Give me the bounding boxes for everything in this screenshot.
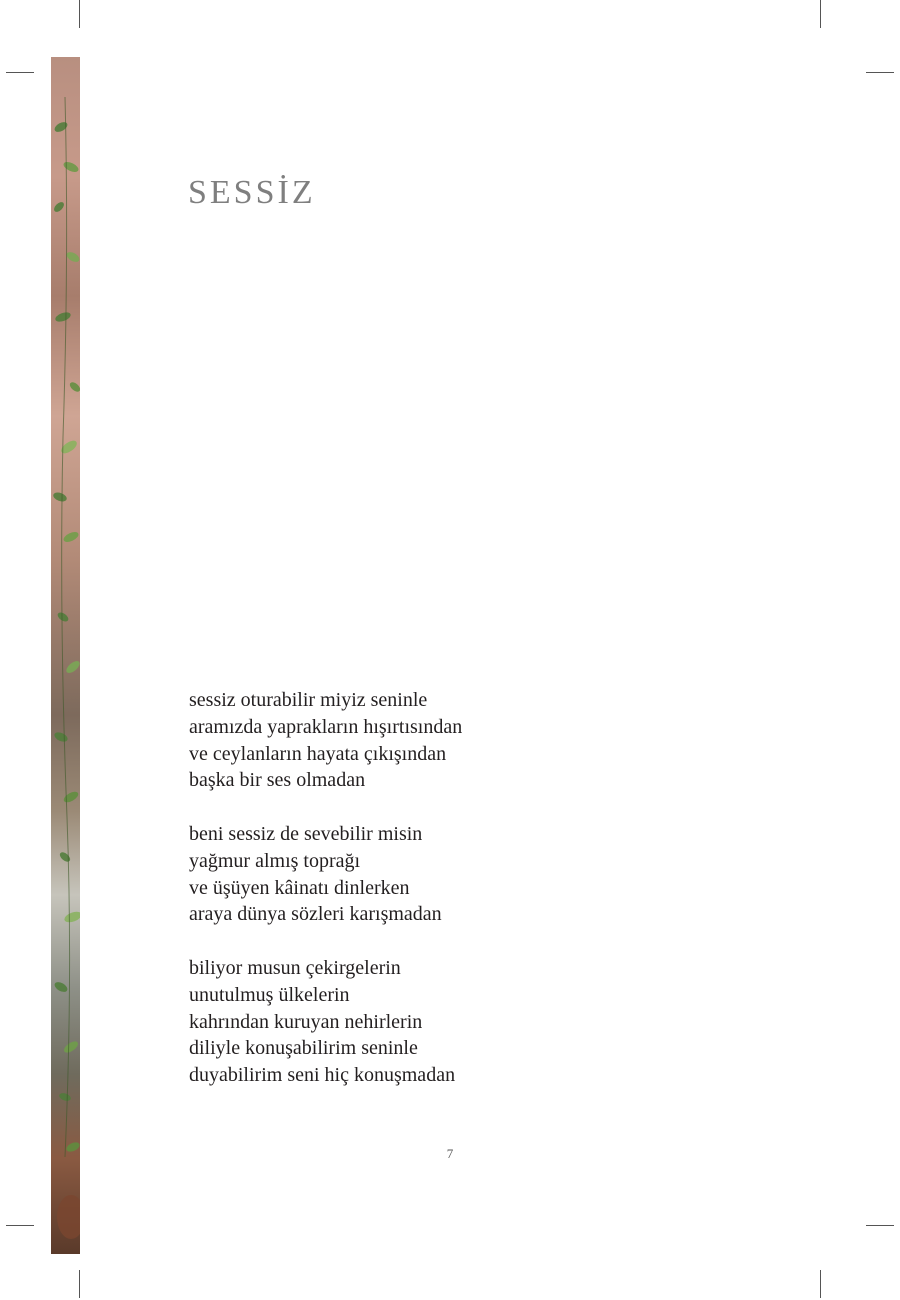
poem-line: duyabilirim seni hiç konuşmadan: [189, 1064, 456, 1087]
poem-line: yağmur almış toprağı: [189, 849, 361, 872]
stanza: [189, 687, 462, 794]
poem-line: aramızda yaprakların hışırtısından: [189, 715, 463, 738]
crop-mark: [6, 72, 34, 73]
page-number: 7: [446, 1146, 454, 1161]
crop-mark: [79, 1270, 80, 1298]
poem-title: SESSİZ: [188, 174, 316, 211]
poem-line: ve üşüyen kâinatı dinlerken: [189, 876, 410, 899]
poem-line: biliyor musun çekirgelerin: [189, 956, 401, 979]
crop-mark: [866, 72, 894, 73]
poem-body: [189, 687, 462, 1089]
stanza: [189, 821, 462, 928]
crop-mark: [79, 0, 80, 28]
poem-line: diliyle konuşabilirim seninle: [189, 1037, 418, 1060]
poem-line: sessiz oturabilir miyiz seninle: [189, 689, 428, 711]
poem-line: beni sessiz de sevebilir misin: [189, 822, 423, 845]
poem-line: unutulmuş ülkelerin: [189, 983, 350, 1006]
poem-line: ve ceylanların hayata çıkışından: [189, 742, 447, 765]
poem-line: araya dünya sözleri karışmadan: [189, 903, 442, 926]
crop-mark: [820, 0, 821, 28]
crop-mark: [6, 1225, 34, 1226]
stanza: [189, 955, 462, 1089]
crop-mark: [820, 1270, 821, 1298]
leaf-photo-strip: [51, 57, 80, 1254]
poem-line: kahrından kuruyan nehirlerin: [189, 1010, 423, 1033]
poem-line: başka bir ses olmadan: [189, 769, 366, 792]
crop-mark: [866, 1225, 894, 1226]
